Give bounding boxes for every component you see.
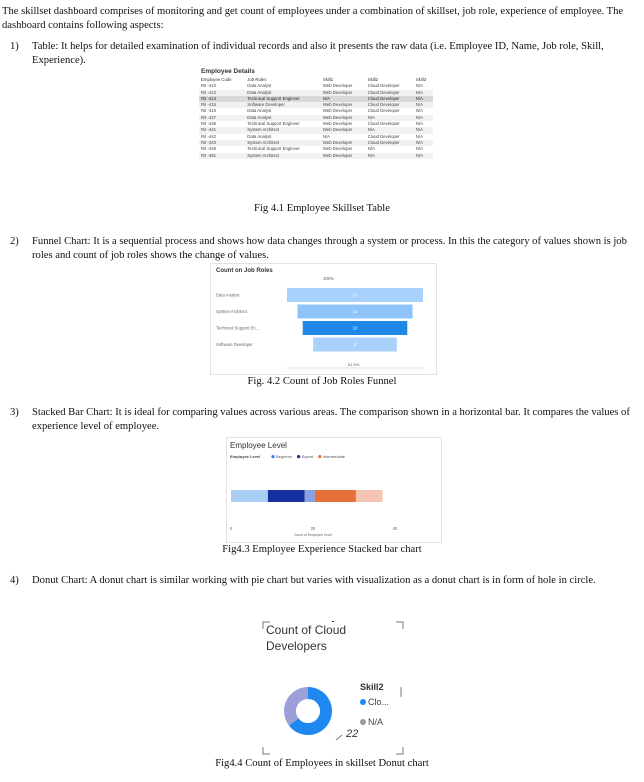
table-header-cell[interactable]: Employee Code	[201, 77, 232, 82]
table-cell: Data Analyst	[245, 115, 321, 121]
table-cell: System Architect	[245, 140, 321, 146]
item-text: Donut Chart: A donut chart is similar working with pie chart but varies with visualization as a donut chart is in form of hole in circle.	[32, 575, 596, 586]
table-cell: Web Developer	[321, 153, 366, 159]
employee-details-table	[199, 68, 435, 202]
stacked-bar-segment[interactable]	[315, 490, 356, 502]
table-cell: N/A	[415, 83, 424, 89]
x-tick-label: 40	[392, 526, 398, 531]
table-cell: Web Developer	[322, 121, 353, 127]
funnel-category-label: System Architect	[216, 309, 248, 314]
table-cell: Cloud Developer	[367, 121, 400, 127]
table-cell: N/A	[414, 90, 433, 96]
table-cell: Rit -410	[201, 83, 217, 89]
figure-caption-1: Fig 4.1 Employee Skillset Table	[254, 203, 390, 214]
table-cell: Web Developer	[321, 102, 366, 108]
funnel-value-label: 10	[352, 325, 358, 331]
stacked-bar-panel	[226, 437, 442, 543]
intro-paragraph: The skillset dashboard comprises of monitoring and get count of employees under a combination of skillset, job role, experience of employee. The dashboard contains following aspects:	[2, 6, 624, 31]
donut-chart-visual	[262, 621, 404, 755]
item-text: Table: It helps for detailed examination of individual records and also it presents the raw data (i.e. Employee ID, Name, Job role, Skill, Experience).	[32, 41, 604, 66]
table-cell: System Architect	[245, 153, 321, 159]
donut-label-leader	[336, 735, 342, 740]
table-cell: Cloud Developer	[366, 140, 414, 146]
item-number: 1)	[10, 41, 19, 52]
donut-center-label: 22	[346, 728, 359, 740]
donut-title-line: Count of Cloud	[266, 623, 347, 637]
funnel-category-label: Technical Support En...	[216, 325, 260, 331]
stacked-bar-segment[interactable]	[356, 490, 383, 502]
legend-marker	[271, 455, 274, 458]
funnel-bottom-label: 61.5%	[348, 362, 360, 367]
card-handle[interactable]	[332, 621, 334, 622]
item-text: Stacked Bar Chart: It is ideal for comparing values across various areas. The comparison shown in a horizontal bar. It compares the values of experience level of employee.	[32, 407, 630, 432]
table-cell: Rit -451	[199, 153, 245, 159]
table-cell: Rit -448	[201, 146, 217, 152]
donut-slice[interactable]	[290, 693, 308, 722]
item-number: 2)	[10, 236, 19, 247]
table-cell: Rit -443	[199, 140, 245, 146]
table-cell: Cloud Developer	[366, 102, 414, 108]
card-corner-marks	[263, 747, 403, 754]
table-cell: Rit -415	[199, 102, 245, 108]
donut-legend-label[interactable]: N/A	[368, 717, 384, 727]
table-cell: N/A	[366, 115, 414, 121]
funnel-category-label: Software Developer	[216, 342, 253, 347]
table-cell: Cloud Developer	[366, 90, 414, 96]
donut-legend-marker	[360, 719, 366, 725]
funnel-value-label: 13	[352, 292, 358, 298]
table-cell: N/A	[367, 146, 375, 152]
table-cell: N/A	[415, 121, 424, 127]
table-cell: Software Developer	[245, 102, 321, 108]
table-cell: Cloud Developer	[366, 96, 414, 102]
table-cell: N/A	[366, 153, 414, 159]
table-cell: N/A	[414, 140, 433, 146]
stacked-bar-title: Employee Level	[230, 441, 287, 450]
table-cell: Rit -412	[199, 90, 245, 96]
legend-label[interactable]: Intermediate	[322, 454, 346, 459]
table-cell: N/A	[414, 96, 433, 102]
table-cell: N/A	[321, 96, 366, 102]
table-cell: N/A	[415, 108, 424, 114]
legend-label[interactable]: Expert	[301, 454, 314, 459]
table-cell: Cloud Developer	[367, 108, 400, 114]
figure-caption-4: Fig4.4 Count of Employees in skillset Donut chart	[215, 758, 429, 769]
table-cell: Data Analyst	[245, 90, 321, 96]
table-header-cell[interactable]: Job Roles	[247, 77, 267, 82]
donut-legend-marker	[360, 699, 366, 705]
table-cell: Rit -419	[201, 108, 217, 114]
donut-legend-label[interactable]: Clo...	[368, 697, 390, 707]
table-body	[199, 83, 433, 159]
table-cell: Rit -427	[199, 115, 245, 121]
table-header-cell[interactable]: Skill2	[367, 77, 378, 82]
table-title: Employee Details	[201, 68, 255, 75]
stacked-bar-segment[interactable]	[231, 490, 268, 502]
table-cell: N/A	[414, 115, 433, 121]
table-cell: N/A	[415, 133, 424, 139]
table-header-cell[interactable]: Skill1	[322, 77, 334, 82]
table-cell: N/A	[366, 127, 414, 133]
funnel-chart-panel	[210, 263, 437, 375]
table-cell: Data Analyst	[247, 83, 272, 89]
table-cell: Rit -413	[199, 96, 245, 102]
table-cell: Technical Support Engineer	[245, 96, 321, 102]
item-text: Funnel Chart: It is a sequential process and shows how data changes through a system or process. In this the category of values shown is job roles and count of job roles shows the change of values.	[32, 236, 627, 261]
item-number: 3)	[10, 407, 19, 418]
table-cell: N/A	[322, 133, 331, 139]
table-cell: Data Analyst	[247, 133, 272, 139]
table-cell: System Architect	[245, 127, 321, 133]
figure-caption-2: Fig. 4.2 Count of Job Roles Funnel	[247, 376, 397, 387]
donut-chart	[262, 621, 404, 755]
funnel-category-label: Data Analyst	[216, 292, 240, 298]
legend-label[interactable]: Beginner	[276, 454, 293, 459]
table-cell: Rit -436	[201, 121, 217, 127]
funnel-chart	[211, 264, 436, 374]
donut-title-line: Developers	[266, 639, 327, 653]
table-cell: Rit -442	[201, 133, 217, 139]
legend-marker	[297, 455, 300, 458]
table-cell: N/A	[414, 153, 433, 159]
table-cell: Rit -441	[199, 127, 245, 133]
funnel-value-label: 8	[353, 342, 357, 347]
table-row[interactable]	[199, 153, 433, 159]
funnel-value-label: 11	[352, 309, 358, 314]
stacked-bar-segment[interactable]	[305, 490, 315, 502]
x-tick-label: 0	[229, 526, 233, 531]
table-cell: Web Developer	[321, 140, 366, 146]
x-axis-label: Count of Employee Level	[293, 533, 332, 537]
legend-marker	[318, 455, 321, 458]
x-tick-label: 20	[310, 526, 316, 531]
table-cell: Technical Support Engineer	[247, 146, 300, 152]
funnel-title: Count on Job Roles	[216, 268, 273, 274]
stacked-bar-segment[interactable]	[268, 490, 305, 502]
table-cell: Web Developer	[322, 83, 353, 89]
table-cell: Web Developer	[321, 127, 366, 133]
table-header-cell[interactable]: Skill3	[415, 77, 427, 82]
donut-legend-title: Skill2	[360, 682, 384, 692]
legend-title: Employee Level	[230, 454, 261, 459]
table-cell: N/A	[415, 146, 424, 152]
table-cell: Data Analyst	[247, 108, 272, 114]
table-cell: N/A	[414, 102, 433, 108]
table-cell: Cloud Developer	[367, 83, 400, 89]
table-cell: N/A	[414, 127, 433, 133]
table-cell: Web Developer	[321, 90, 366, 96]
figure-caption-3: Fig4.3 Employee Experience Stacked bar chart	[222, 544, 422, 555]
stacked-bar-chart	[227, 438, 441, 542]
item-number: 4)	[10, 575, 19, 586]
table-cell: Web Developer	[322, 108, 353, 114]
table-cell: Cloud Developer	[367, 133, 400, 139]
table-cell: Technical Support Engineer	[247, 121, 300, 127]
table-cell: Web Developer	[321, 115, 366, 121]
table-cell: Web Developer	[322, 146, 353, 152]
funnel-top-label: 100%	[323, 276, 334, 281]
